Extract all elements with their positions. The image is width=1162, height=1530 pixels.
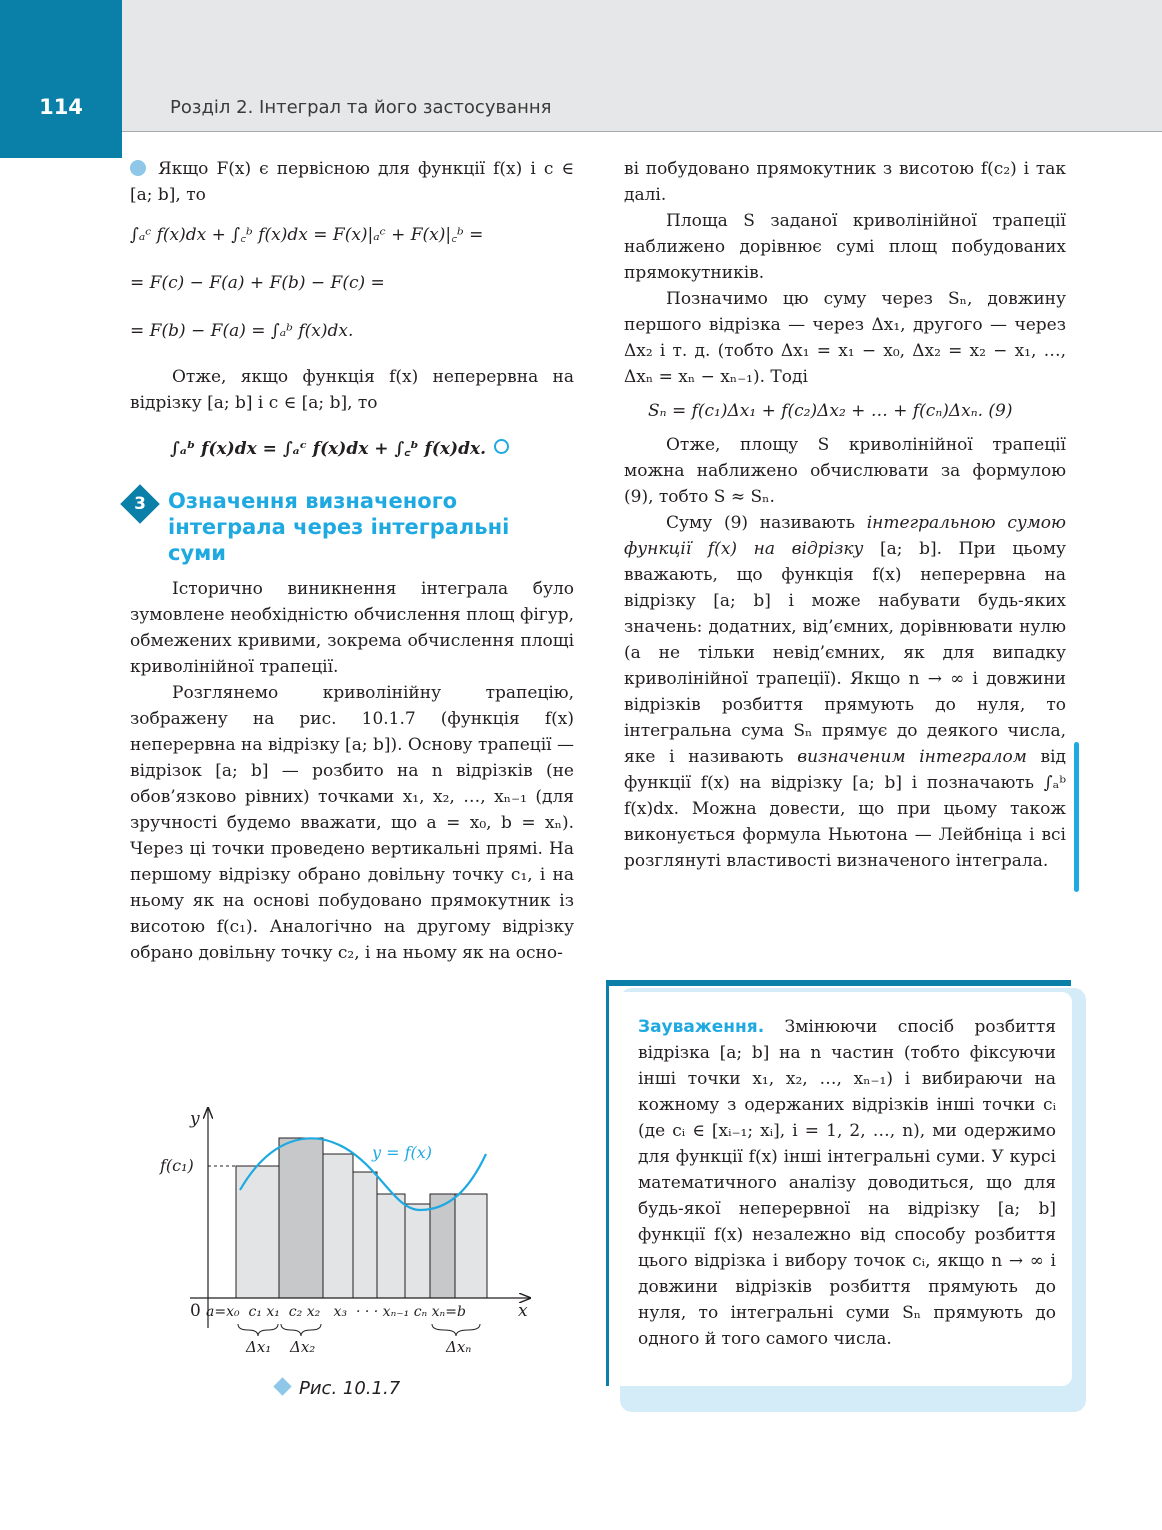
term-definite-integral: визначеним інтегралом: [797, 747, 1027, 767]
origin-label: 0: [190, 1301, 201, 1321]
section-number-icon: 3: [120, 484, 160, 524]
paragraph: Розглянемо криволінійну трапецію, зображену на рис. 10.1.7 (функція f(x) неперервна на відрізку [a; b]). Основу трапеції — відрізок [a; b] — розбито на n відрізків (не обов’язково рівних) точками x₁, x₂, …, xₙ₋₁ (для зручності будемо вважати, що a = x₀, b = xₙ). Через ці точки проведено вертикальні прямі. На першому відрізку обрано довільну точку c₁, і на ньому як на основі побудовано прямокутник із висотою f(c₁). Аналогічно на другому відрізку обрано довільну точку c₂, і на ньому як на осно-: [130, 683, 574, 963]
note-paragraph: Зауваження. Змінюючи спосіб розбиття відрізка [a; b] на n частин (тобто фіксуючи інші точки x₁, x₂, …, xₙ₋₁) і вибираючи на кожному з одержаних відрізків інші точки cᵢ (де cᵢ ∈ [xᵢ₋₁; xᵢ], i = 1, 2, …, n), ми одержимо для функції f(x) інші інтегральні суми. У курсі математичного аналізу доводиться, що для будь-якої неперервної на відрізку [a; b] функції f(x) незалежно від способу розбиття цього відрізка і вибору точок cᵢ, якщо n → ∞ і довжини відрізків розбиття прямують до нуля, то інтегральні суми Sₙ прямують до одного й того самого числа.: [638, 1017, 1056, 1349]
paragraph: Площа S заданої криволінійної трапеції наближено дорівнює сумі площ побудованих прямокутників.: [624, 211, 1066, 283]
rectangle-2: [279, 1138, 323, 1298]
paragraph: Історично виникнення інтеграла було зумовлене необхідністю обчислення площ фігур, обмежених кривими, зокрема обчислення площі криволінійної трапеції.: [130, 579, 574, 677]
rectangle-8: [455, 1194, 487, 1298]
brace-dxn: [432, 1324, 480, 1336]
dxn-label: Δxₙ: [446, 1338, 472, 1356]
formula: = F(c) − F(a) + F(b) − F(c) =: [130, 273, 385, 293]
left-column: [130, 156, 574, 966]
curve-label: y = f(x): [372, 1143, 433, 1162]
paragraph: Отже, якщо функція f(x) неперервна на відрізку [a; b] і c ∈ [a; b], то: [130, 367, 574, 413]
brace-dx1: [238, 1324, 278, 1336]
note-label: Зауваження.: [638, 1017, 765, 1037]
page-number: 114: [39, 95, 83, 119]
y-axis-label: y: [190, 1109, 200, 1129]
note-box-left-border: [606, 980, 609, 1386]
formula-9: Sₙ = f(c₁)Δx₁ + f(c₂)Δx₂ + … + f(cₙ)Δxₙ. (9): [648, 401, 1013, 421]
note-content: [638, 1014, 1056, 1352]
note-box-top-border: [606, 980, 1071, 986]
paragraph: Суму (9) називають інтегральною сумою функції f(x) на відрізку [a; b]. При цьому вважають, що функція f(x) неперервна на відрізку [a; b] і може набувати будь-яких значень: додатних, від’ємних, дорівнювати нулю (а не тільки невід’ємних, як для випадку криволінійної трапеції). Якщо n → ∞ і довжини відрізків розбиття прямують до нуля, то інтегральна сума Sₙ прямує до деякого числа, яке і називають визначеним інтегралом від функції f(x) на відрізку [a; b] і позначають ∫ₐᵇ f(x)dx. Можна довести, що при цьому також виконується формула Ньютона — Лейбніца і всі розглянуті властивості визначеного інтеграла.: [624, 513, 1067, 871]
right-column: [624, 156, 1066, 874]
x-tick-labels: a=x₀ c₁ x₁ c₂ x₂ x₃ · · · xₙ₋₁ cₙ xₙ=b: [206, 1304, 466, 1320]
x-axis-label: x: [518, 1301, 528, 1321]
end-of-proof-icon: [494, 439, 509, 454]
rectangle-7: [430, 1194, 455, 1298]
fc1-label: f(c₁): [160, 1156, 194, 1175]
paragraph: Позначимо цю суму через Sₙ, довжину першого відрізка — через Δx₁, другого — через Δx₂ і т. д. (тобто Δx₁ = x₁ − x₀, Δx₂ = x₂ − x₁, …, Δxₙ = xₙ − xₙ₋₁). Тоді: [624, 289, 1066, 387]
figure-10-1-7: [150, 1098, 540, 1368]
margin-highlight-bar: [1074, 742, 1079, 892]
rectangle-4: [353, 1172, 377, 1298]
dx2-label: Δx₂: [290, 1338, 316, 1356]
paragraph: ві побудовано прямокутник з висотою f(c₂) і так далі.: [624, 159, 1066, 205]
formula: = F(b) − F(a) = ∫ₐᵇ f(x)dx.: [130, 321, 354, 341]
paragraph: Якщо F(x) є первісною для функції f(x) і c ∈ [a; b], то: [130, 159, 574, 205]
brace-dx2: [281, 1324, 321, 1336]
rectangle-3: [323, 1154, 353, 1298]
figure-caption: Рис. 10.1.7: [276, 1376, 400, 1402]
page-number-tab: [0, 0, 122, 158]
formula: ∫ₐᵇ f(x)dx = ∫ₐᶜ f(x)dx + ∫꜀ᵇ f(x)dx.: [130, 436, 574, 462]
section-heading: [130, 488, 574, 566]
diamond-icon: [273, 1377, 291, 1395]
formula: ∫ₐᶜ f(x)dx + ∫꜀ᵇ f(x)dx = F(x)|ₐᶜ + F(x)|꜀ᵇ =: [130, 225, 484, 245]
header-rule: [122, 131, 1162, 132]
rectangle-5: [377, 1194, 405, 1298]
dx1-label: Δx₁: [246, 1338, 272, 1356]
paragraph: Отже, площу S криволінійної трапеції можна наближено обчислювати за формулою (9), тобто S ≈ Sₙ.: [624, 435, 1066, 507]
section-title: Означення визначеного інтеграла через інтегральні суми: [168, 489, 510, 565]
riemann-sum-diagram: [150, 1098, 540, 1368]
bullet-icon: [130, 160, 146, 176]
term-integral-sum: інтегральною сумою функції f(x) на відрізку: [624, 513, 1066, 559]
rectangle-6: [405, 1204, 430, 1298]
running-head: Розділ 2. Інтеграл та його застосування: [170, 97, 552, 118]
